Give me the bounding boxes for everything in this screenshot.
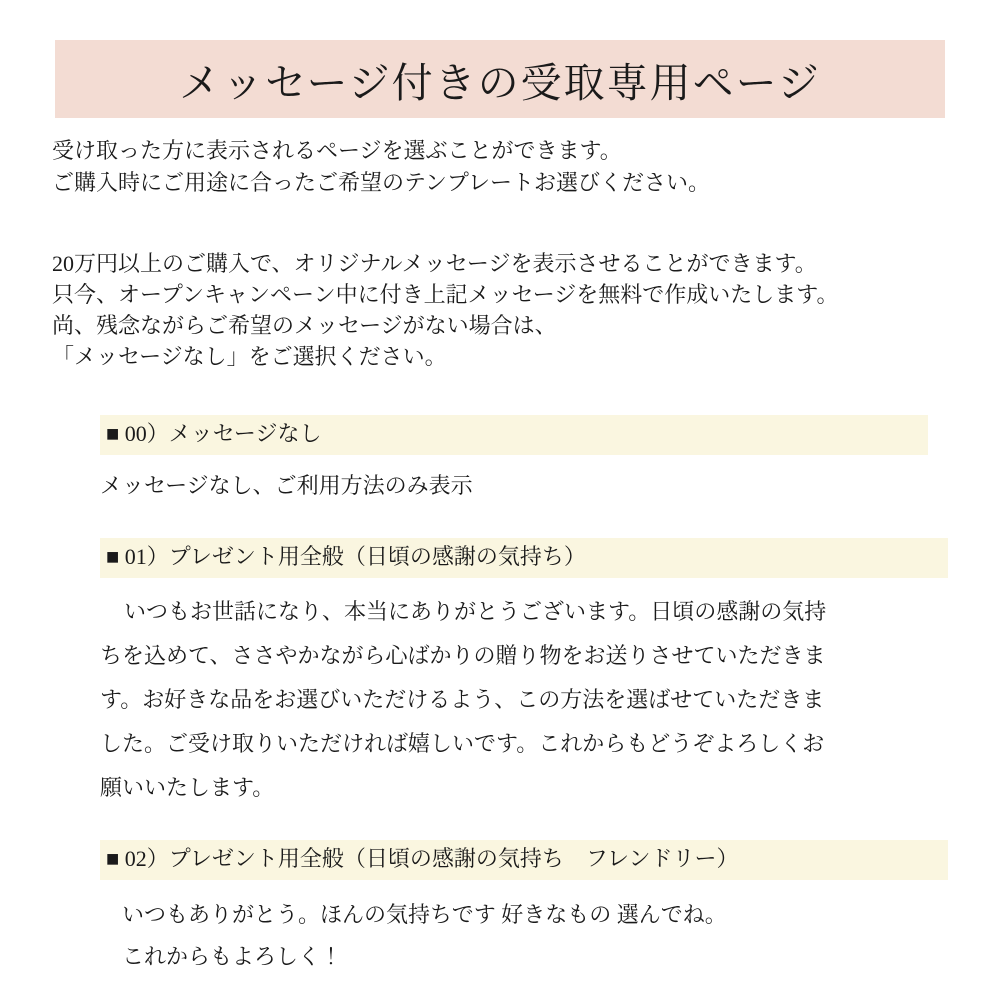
note-line: 尚、残念ながらご希望のメッセージがない場合は、 <box>52 313 557 338</box>
section-body-02 <box>100 894 948 978</box>
page-title: メッセージ付きの受取専用ページ <box>179 59 821 106</box>
body-line: これからもよろしく！ <box>122 944 343 969</box>
message-template-section-00 <box>100 415 948 503</box>
intro-line: 受け取った方に表示されるページを選ぶことができます。 <box>52 138 622 163</box>
body-line: いつもお世話になり、本当にありがとうございます。日頃の感謝の気持 <box>124 599 827 624</box>
body-line: いつもありがとう。ほんの気持ちです 好きなもの 選んでね。 <box>122 902 727 927</box>
section-header-02: ■ 02）プレゼント用全般（日頃の感謝の気持ち フレンドリー） <box>100 840 948 880</box>
body-line: す。お好きな品をお選びいただけるよう、この方法を選ばせていただきま <box>100 687 825 712</box>
section-header-00: ■ 00）メッセージなし <box>100 415 928 455</box>
section-body-00: メッセージなし、ご利用方法のみ表示 <box>100 473 473 498</box>
section-body-01 <box>100 590 948 810</box>
intro-line: ご購入時にご用途に合ったご希望のテンプレートお選びください。 <box>52 170 711 195</box>
note-line: 20万円以上のご購入で、オリジナルメッセージを表示させることができます。 <box>52 251 817 276</box>
note-line: 只今、オープンキャンペーン中に付き上記メッセージを無料で作成いたします。 <box>52 282 839 307</box>
note-line: 「メッセージなし」をご選択ください。 <box>52 344 447 369</box>
section-header-01: ■ 01）プレゼント用全般（日頃の感謝の気持ち） <box>100 538 948 578</box>
intro-paragraph <box>52 135 952 199</box>
note-paragraph <box>52 248 972 372</box>
page-title-banner <box>55 40 945 118</box>
body-line: した。ご受け取りいただければ嬉しいです。これからもどうぞよろしくお <box>100 731 825 756</box>
body-line: ちを込めて、ささやかながら心ばかりの贈り物をお送りさせていただきま <box>100 643 826 668</box>
message-template-section-02 <box>100 840 948 978</box>
body-line: 願いいたします。 <box>100 775 275 800</box>
message-template-section-01 <box>100 538 948 810</box>
